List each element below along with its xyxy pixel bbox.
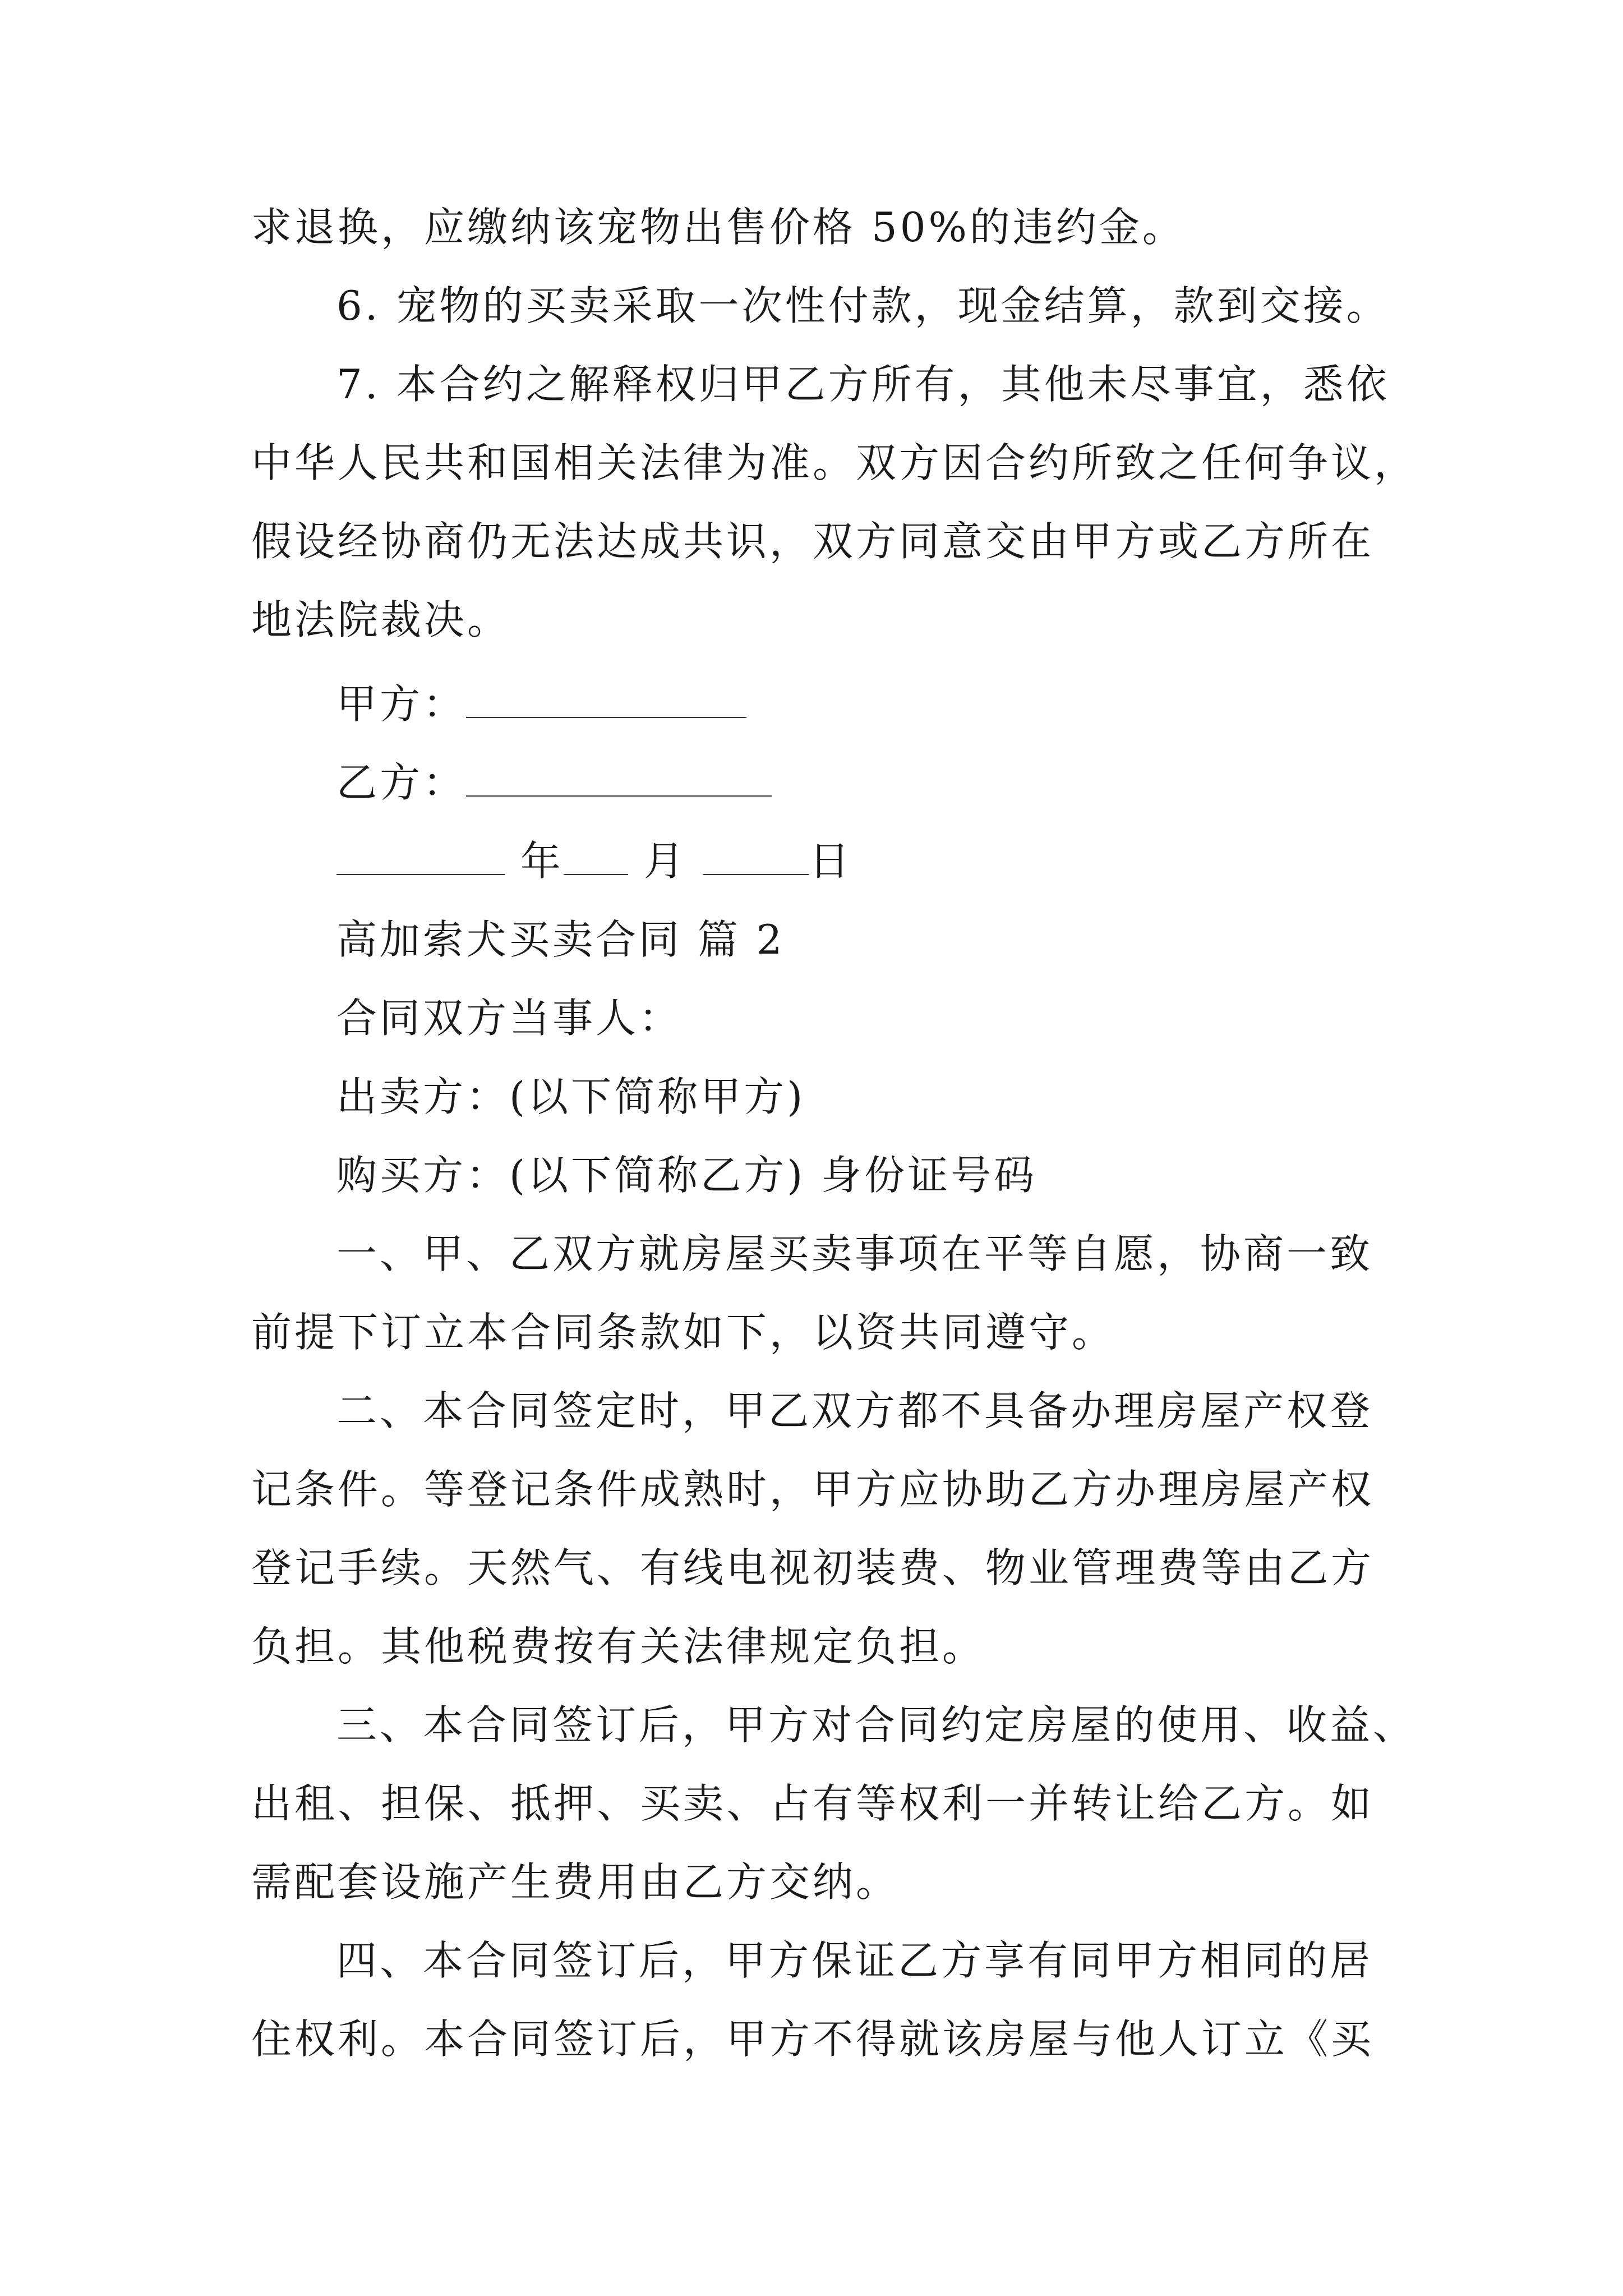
paragraph-line: 合同双方当事人： bbox=[336, 995, 683, 1042]
paragraph-line: 负担。其他税费按有关法律规定负担。 bbox=[251, 1623, 986, 1670]
paragraph-line: 二、本合同签定时，甲乙双方都不具备办理房屋产权登 bbox=[336, 1387, 1373, 1434]
date-line bbox=[336, 833, 852, 889]
paragraph-line: 一、甲、乙双方就房屋买卖事项在平等自愿，协商一致 bbox=[336, 1230, 1373, 1277]
paragraph-line: 假设经协商仍无法达成共识，双方同意交由甲方或乙方所在 bbox=[251, 518, 1375, 565]
paragraph-line: 地法院裁决。 bbox=[251, 596, 511, 643]
day-label: 日 bbox=[809, 838, 852, 885]
party-a-label: 甲方： bbox=[336, 680, 467, 728]
paragraph-line: 6. 宠物的买卖采取一次性付款，现金结算，款到交接。 bbox=[336, 282, 1390, 329]
party-b-label: 乙方： bbox=[336, 759, 467, 806]
year-label: 年 bbox=[520, 838, 564, 885]
paragraph-line: 购买方：(以下简称乙方) 身份证号码 bbox=[336, 1152, 1038, 1199]
party-b-line bbox=[336, 754, 772, 811]
day-blank bbox=[703, 840, 809, 875]
section-title: 高加索犬买卖合同 篇 2 bbox=[336, 916, 785, 963]
year-blank bbox=[336, 840, 505, 875]
paragraph-line: 中华人民共和国相关法律为准。双方因合约所致之任何争议， bbox=[251, 439, 1418, 486]
paragraph-line: 出卖方：(以下简称甲方) bbox=[336, 1073, 806, 1120]
month-blank bbox=[564, 840, 628, 875]
month-label: 月 bbox=[643, 838, 687, 885]
paragraph-line: 住权利。本合同签订后，甲方不得就该房屋与他人订立《买 bbox=[251, 2016, 1375, 2063]
paragraph-line: 四、本合同签订后，甲方保证乙方享有同甲方相同的居 bbox=[336, 1937, 1373, 1984]
paragraph-line: 三、本合同签订后，甲方对合同约定房屋的使用、收益、 bbox=[336, 1701, 1417, 1749]
paragraph-line: 登记手续。天然气、有线电视初装费、物业管理费等由乙方 bbox=[251, 1544, 1375, 1591]
paragraph-line: 前提下订立本合同条款如下，以资共同遵守。 bbox=[251, 1309, 1115, 1356]
paragraph-line: 需配套设施产生费用由乙方交纳。 bbox=[251, 1858, 900, 1906]
party-b-signature-blank bbox=[466, 762, 772, 797]
paragraph-line: 7. 本合约之解释权归甲乙方所有，其他未尽事宜，悉依 bbox=[336, 361, 1390, 408]
paragraph-line: 记条件。等登记条件成熟时，甲方应协助乙方办理房屋产权 bbox=[251, 1466, 1375, 1513]
paragraph-line: 求退换，应缴纳该宠物出售价格 50%的违约金。 bbox=[251, 204, 1186, 251]
paragraph-line: 出租、担保、抵押、买卖、占有等权利一并转让给乙方。如 bbox=[251, 1780, 1375, 1827]
party-a-line bbox=[336, 676, 746, 732]
party-a-signature-blank bbox=[466, 683, 746, 718]
